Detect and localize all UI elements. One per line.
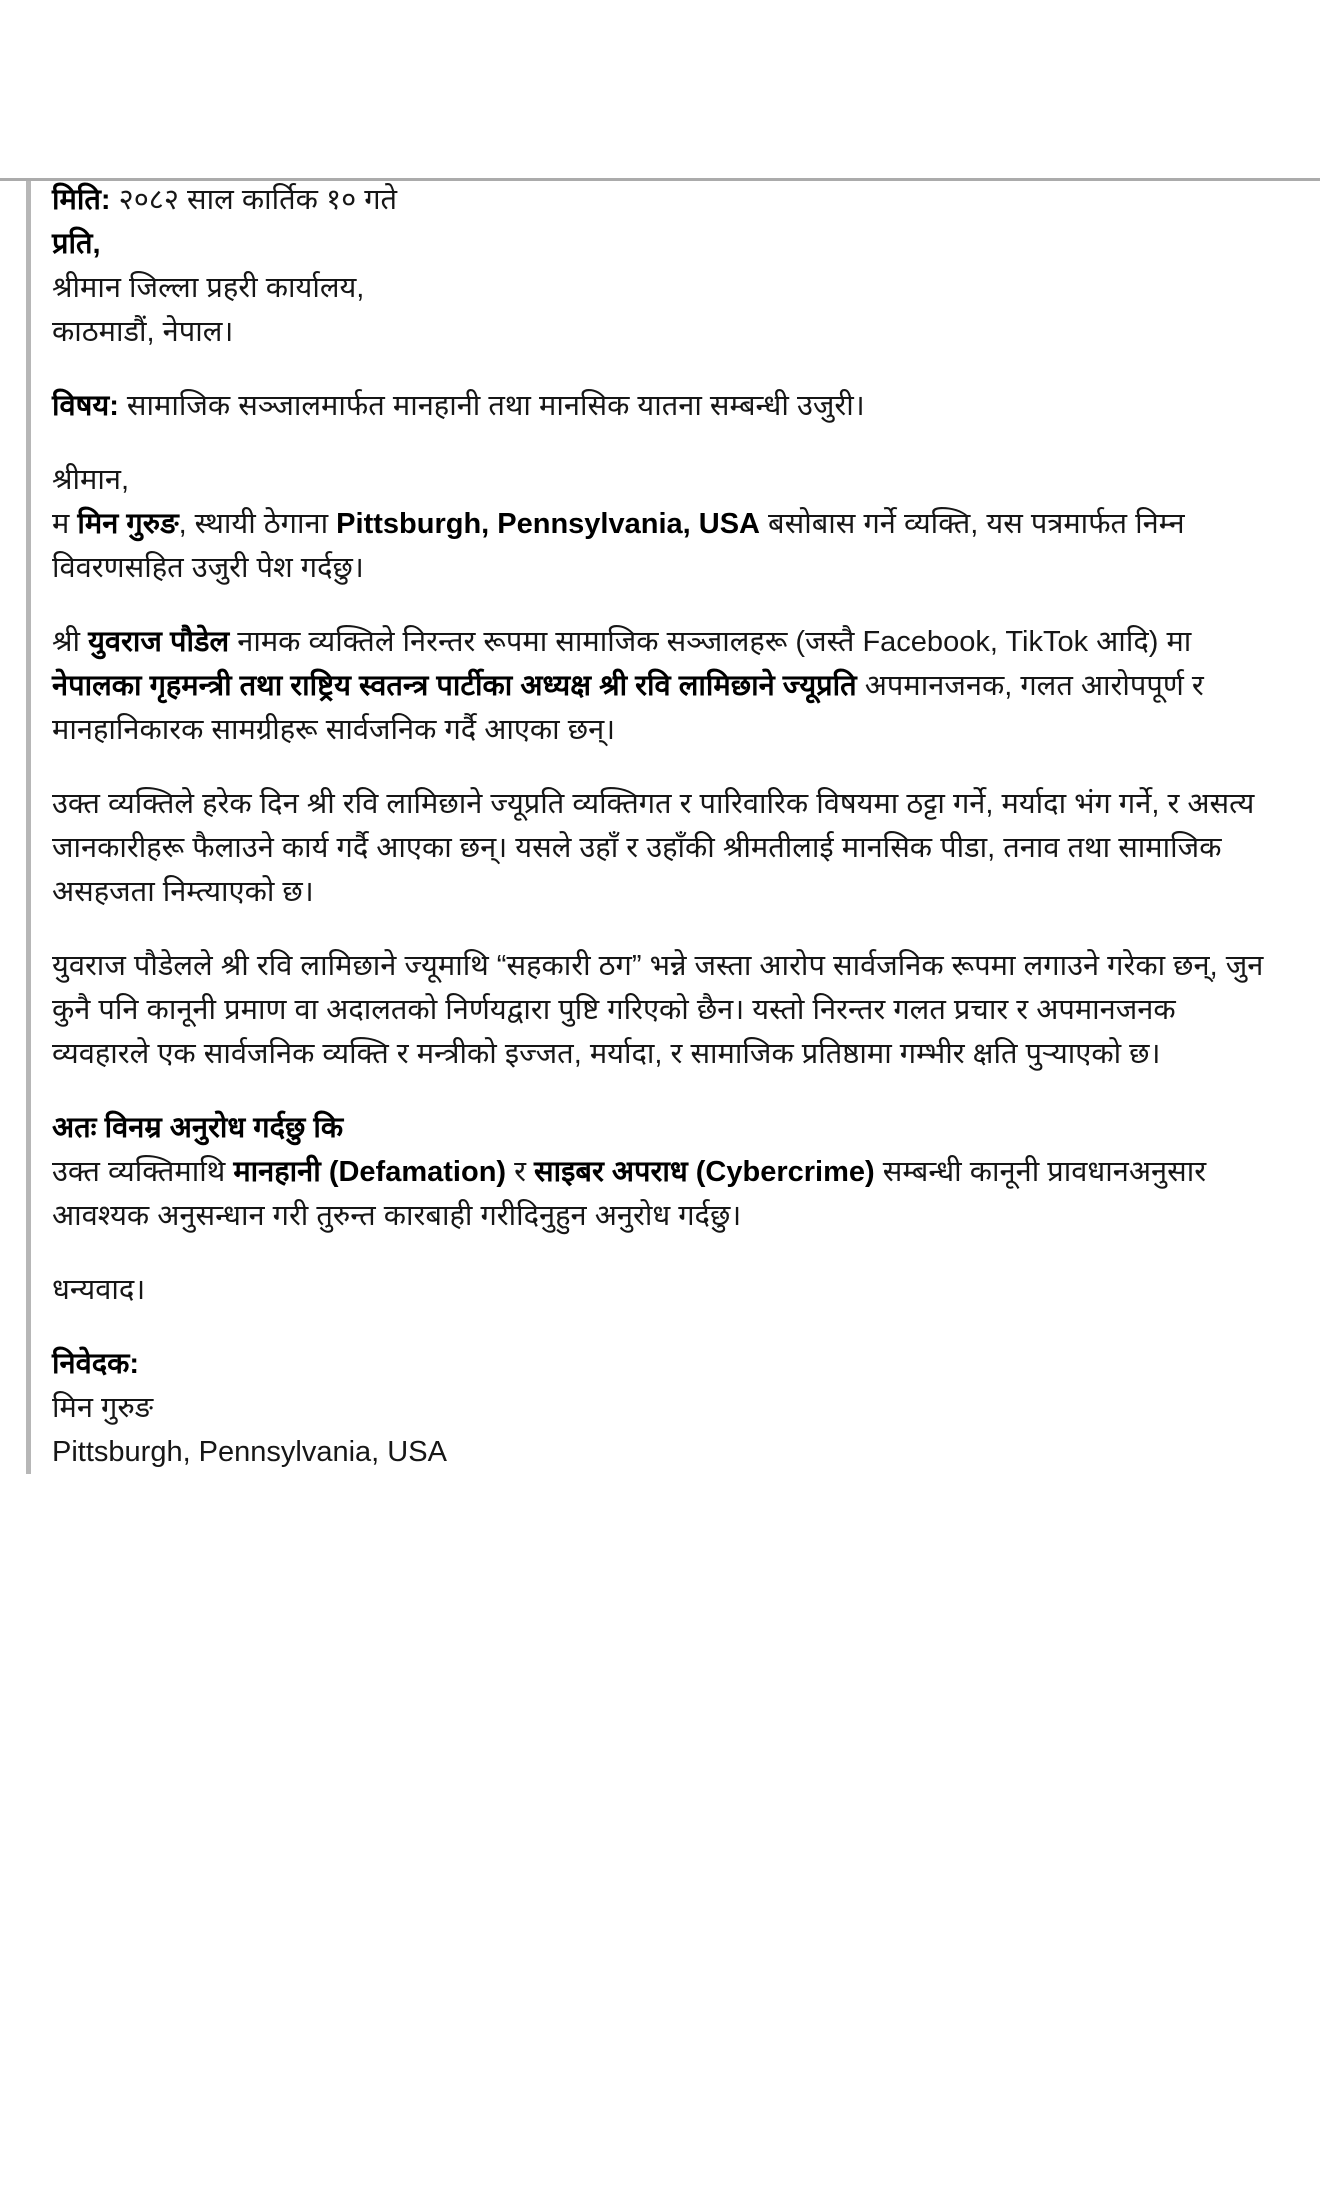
text-line (52, 384, 1280, 428)
paragraph-salutation-and-intro (52, 458, 1280, 590)
bold-text-run: मानहानी (Defamation) (233, 1156, 507, 1188)
bold-text-run: Pittsburgh, Pennsylvania, USA (336, 508, 760, 540)
text-line (52, 222, 1280, 266)
text-line (52, 458, 1280, 502)
text-run: मिन गुरुङ (52, 1392, 154, 1424)
text-run: नामक व्यक्तिले निरन्तर रूपमा सामाजिक सञ्जालहरू (जस्तै Facebook, TikTok आदि) मा (229, 626, 1192, 658)
text-run: २०८२ साल कार्तिक १० गते (110, 184, 398, 216)
text-run: उक्त व्यक्तिले हरेक दिन श्री रवि लामिछाने ज्यूप्रति व्यक्तिगत र पारिवारिक विषयमा ठट्टा गर्ने, मर्यादा भंग गर्ने, र असत्य जानकारीहरू फैलाउने कार्य गर्दै आएका छन्। यसले उहाँ र उहाँकी श्रीमतीलाई मानसिक पीडा, तनाव तथा सामाजिक असहजता निम्त्याएको छ। (52, 788, 1255, 908)
text-run: श्री (52, 626, 89, 658)
text-line (52, 178, 1280, 222)
text-line (52, 1106, 1280, 1150)
text-run: श्रीमान, (52, 464, 130, 496)
text-line (52, 944, 1280, 1076)
text-run: श्रीमान जिल्ला प्रहरी कार्यालय, (52, 272, 365, 304)
text-run: Pittsburgh, Pennsylvania, USA (52, 1436, 447, 1468)
text-run: म (52, 508, 78, 540)
paragraph-signature (52, 1342, 1280, 1474)
bold-text-run: नेपालका गृहमन्त्री तथा राष्ट्रिय स्वतन्त्र पार्टीका अध्यक्ष श्री रवि लामिछाने ज्यूप्रति (52, 670, 857, 702)
text-run: बसोबास गर्ने व्यक्ति, यस पत्रमार्फत निम्न विवरणसहित उजुरी पेश गर्दछु। (52, 508, 1185, 584)
top-rule (0, 178, 1320, 181)
paragraph-subject (52, 384, 1280, 428)
text-run: र (506, 1156, 535, 1188)
text-run: , स्थायी ठेगाना (178, 508, 337, 540)
text-run: काठमाडौं, नेपाल। (52, 316, 234, 348)
paragraph-date-and-address (52, 178, 1280, 354)
text-line (52, 1430, 1280, 1474)
bold-text-run: युवराज पौडेल (88, 626, 230, 658)
text-run: अपमानजनक, गलत आरोपपूर्ण र मानहानिकारक सामग्रीहरू सार्वजनिक गर्दै आएका छन्। (52, 670, 1204, 746)
paragraph-thanks (52, 1268, 1280, 1312)
text-run: युवराज पौडेलले श्री रवि लामिछाने ज्यूमाथि “सहकारी ठग” भन्ने जस्ता आरोप सार्वजनिक रूपमा लगाउने गरेका छन्, जुन कुनै पनि कानूनी प्रमाण वा अदालतको निर्णयद्वारा पुष्टि गरिएको छैन। यस्तो निरन्तर गलत प्रचार र अपमानजनक व्यवहारले एक सार्वजनिक व्यक्ति र मन्त्रीको इज्जत, मर्यादा, र सामाजिक प्रतिष्ठामा गम्भीर क्षति पुऱ्याएको छ। (52, 950, 1264, 1070)
bold-text-run: विषय: (52, 390, 119, 422)
text-line (52, 1342, 1280, 1386)
bold-text-run: प्रति, (52, 228, 101, 260)
text-line (52, 782, 1280, 914)
text-run: सम्बन्धी कानूनी प्रावधानअनुसार आवश्यक अनुसन्धान गरी तुरुन्त कारबाही गरीदिनुहुन अनुरोध गर्दछु। (52, 1156, 1207, 1232)
text-line (52, 310, 1280, 354)
text-run: सामाजिक सञ्जालमार्फत मानहानी तथा मानसिक यातना सम्बन्धी उजुरी। (118, 390, 865, 422)
text-line (52, 1386, 1280, 1430)
text-line (52, 502, 1280, 590)
bold-text-run: मिन गुरुङ (77, 508, 179, 540)
text-line (52, 266, 1280, 310)
bold-text-run: निवेदक: (52, 1348, 140, 1380)
letter-quote-block (26, 178, 1280, 1474)
bold-text-run: अतः विनम्र अनुरोध गर्दछु कि (52, 1112, 344, 1144)
text-line (52, 620, 1280, 752)
text-run: उक्त व्यक्तिमाथि (52, 1156, 234, 1188)
text-run: धन्यवाद। (52, 1274, 146, 1306)
paragraph-complaint-paragraph-3 (52, 944, 1280, 1076)
paragraph-complaint-paragraph-1 (52, 620, 1280, 752)
bold-text-run: मिति: (52, 184, 111, 216)
bold-text-run: साइबर अपराध (Cybercrime) (534, 1156, 875, 1188)
paragraph-complaint-paragraph-2 (52, 782, 1280, 914)
paragraph-request (52, 1106, 1280, 1238)
text-line (52, 1150, 1280, 1238)
text-line (52, 1268, 1280, 1312)
